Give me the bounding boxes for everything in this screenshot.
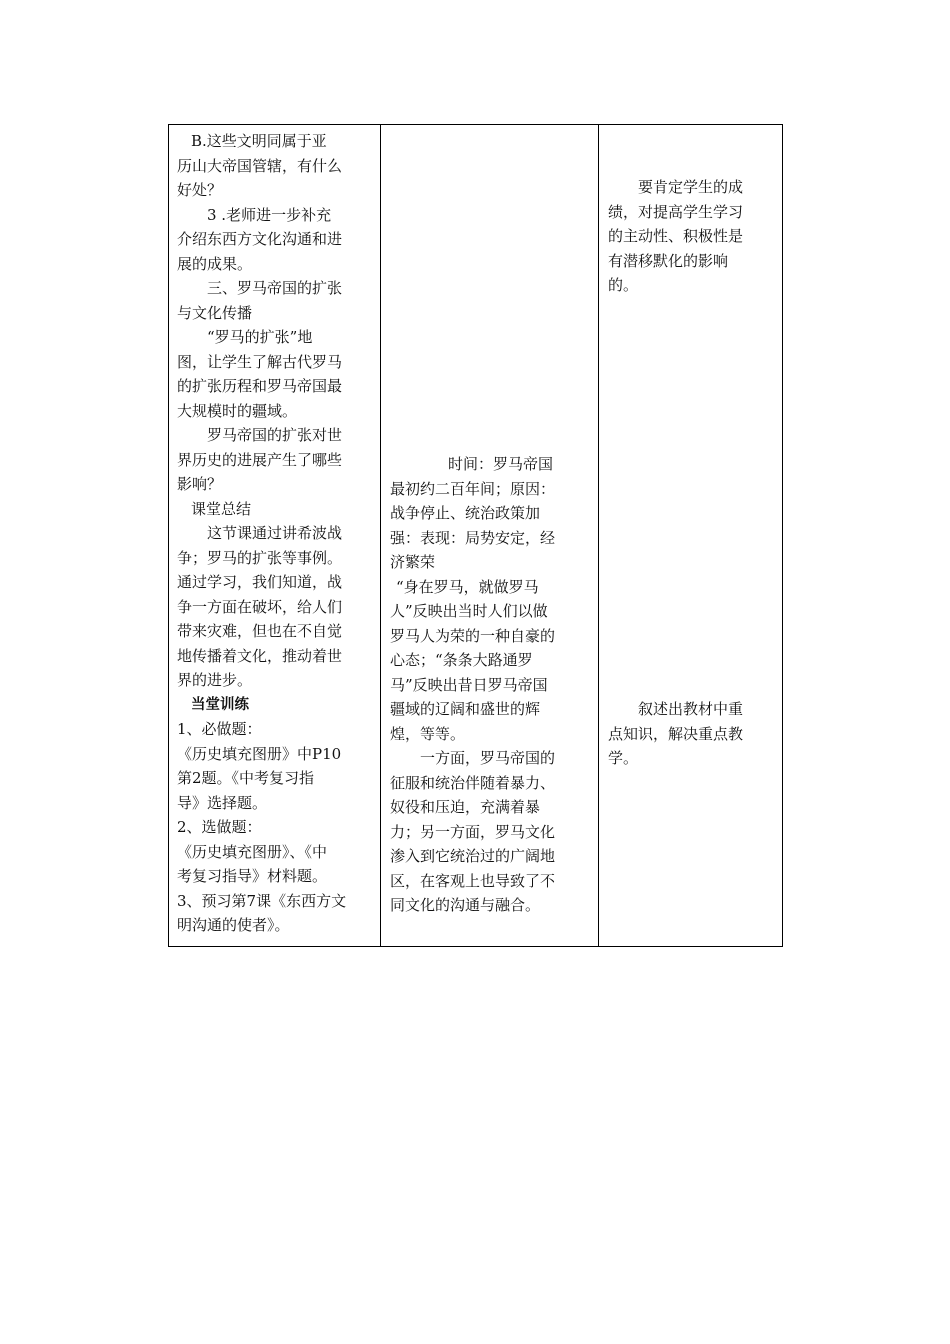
text-line: 与文化传播 bbox=[177, 303, 253, 322]
text-line: 1、必做题： bbox=[177, 720, 262, 738]
text-line: 明沟通的使者》。 bbox=[177, 916, 290, 934]
text-line: 心态；“条条大路通罗 bbox=[390, 651, 533, 669]
practice-heading: 当堂训练 bbox=[191, 696, 249, 713]
text-line: 叙述出教材中重 bbox=[638, 700, 744, 718]
text-line: 展的成果。 bbox=[177, 254, 253, 273]
text-line: 点知识，解决重点教 bbox=[608, 724, 744, 743]
text-line: 战争停止、统治政策加 bbox=[390, 504, 541, 522]
text-line: 疆域的辽阔和盛世的辉 bbox=[390, 700, 541, 718]
text-line: 时间：罗马帝国 bbox=[448, 455, 554, 473]
text-line: 绩，对提高学生学习 bbox=[608, 202, 744, 221]
text-line: B.这些文明同属于亚 bbox=[191, 132, 327, 150]
text-line: 的主动性、积极性是 bbox=[608, 227, 744, 245]
text-line: 力；另一方面，罗马文化 bbox=[390, 822, 556, 841]
teaching-process-column bbox=[169, 125, 381, 946]
text-line: 《历史填充图册》、《中 bbox=[177, 842, 328, 861]
text-line: 大规模时的疆域。 bbox=[177, 401, 298, 420]
section-heading: 三、罗马帝国的扩张 bbox=[207, 279, 343, 297]
text-line: 罗马人为荣的一种自豪的 bbox=[390, 626, 556, 645]
text-line: “身在罗马，就做罗马 bbox=[396, 577, 539, 596]
text-line: 这节课通过讲希波战 bbox=[207, 524, 343, 542]
text-line: 同文化的沟通与融合。 bbox=[390, 896, 541, 914]
text-line: 学。 bbox=[608, 749, 639, 767]
text-line: 地传播着文化，推动着世 bbox=[177, 646, 343, 665]
text-line: 通过学习，我们知道，战 bbox=[177, 573, 343, 591]
text-line: 带来灾难，但也在不自觉 bbox=[177, 622, 343, 640]
text-line: 介绍东西方文化沟通和进 bbox=[177, 230, 343, 248]
text-line: 争一方面在破坏，给人们 bbox=[177, 597, 343, 616]
text-line: 区，在客观上也导致了不 bbox=[390, 871, 556, 890]
text-line: 图，让学生了解古代罗马 bbox=[177, 352, 343, 371]
text-line: 的扩张历程和罗马帝国最 bbox=[177, 377, 343, 395]
text-line: 界历史的进展产生了哪些 bbox=[177, 450, 343, 469]
text-line: 导》选择题。 bbox=[177, 793, 268, 812]
text-line: 煌，等等。 bbox=[390, 724, 466, 743]
text-line: 渗入到它统治过的广阔地 bbox=[390, 847, 556, 865]
text-line: 第2题。《中考复习指 bbox=[177, 769, 315, 787]
summary-heading: 课堂总结 bbox=[191, 499, 252, 518]
text-line: 考复习指导》材料题。 bbox=[177, 867, 328, 885]
text-line: “罗马的扩张”地 bbox=[207, 328, 313, 346]
text-line: 马”反映出昔日罗马帝国 bbox=[390, 675, 548, 694]
text-line: 有潜移默化的影响 bbox=[608, 251, 729, 270]
design-intent-column bbox=[599, 125, 782, 946]
student-activity-block bbox=[390, 452, 592, 918]
text-line: 人”反映出当时人们以做 bbox=[390, 602, 548, 620]
text-line: 强：表现：局势安定，经 bbox=[390, 528, 556, 547]
text-line: 3、预习第7课《东西方文 bbox=[177, 891, 347, 910]
text-line: 奴役和压迫，充满着暴 bbox=[390, 798, 541, 816]
text-line: 济繁荣 bbox=[390, 553, 436, 571]
text-line: 界的进步。 bbox=[177, 671, 253, 689]
text-line: 历山大帝国管辖，有什么 bbox=[177, 156, 343, 175]
design-intent-block-a bbox=[608, 175, 776, 298]
lesson-plan-table bbox=[168, 124, 783, 947]
text-line: 好处？ bbox=[177, 181, 223, 199]
text-line: 一方面，罗马帝国的 bbox=[420, 749, 556, 767]
student-activity-column bbox=[381, 125, 599, 946]
text-line: 要肯定学生的成 bbox=[638, 178, 744, 196]
text-line: 《历史填充图册》中P10 bbox=[177, 744, 342, 763]
text-line: 最初约二百年间；原因： bbox=[390, 479, 556, 498]
text-line: 争；罗马的扩张等事例。 bbox=[177, 548, 343, 567]
text-line: 2、选做题： bbox=[177, 818, 262, 836]
text-line: 3 .老师进一步补充 bbox=[207, 205, 332, 224]
text-line: 罗马帝国的扩张对世 bbox=[207, 426, 343, 444]
text-line: 影响？ bbox=[177, 475, 223, 493]
text-line: 征服和统治伴随着暴力、 bbox=[390, 773, 556, 792]
text-line: 的。 bbox=[608, 276, 639, 294]
design-intent-block-b bbox=[608, 697, 776, 771]
